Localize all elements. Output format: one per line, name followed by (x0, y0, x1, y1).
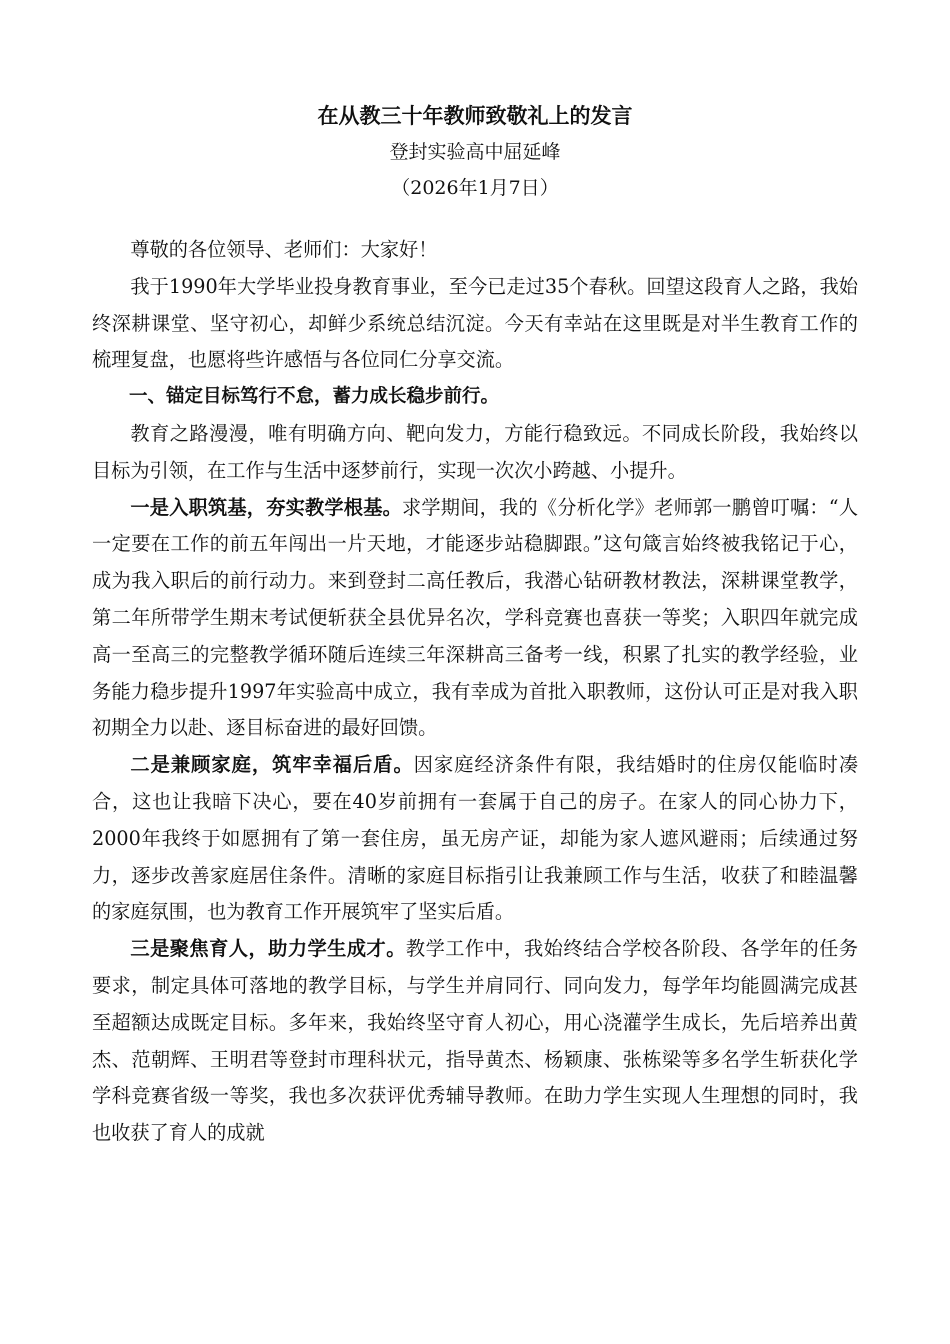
point-paragraph-3 (92, 931, 858, 1152)
document-author: 登封实验高中屈延峰 (389, 141, 561, 163)
point-paragraph-2 (92, 747, 858, 931)
document-title: 在从教三十年教师致敬礼上的发言 (317, 103, 633, 128)
point-lead-1: 一是入职筑基，夯实教学根基。 (130, 495, 402, 519)
document-date: （2026年1月7日） (391, 177, 559, 199)
point-text-2: 因家庭经济条件有限，我结婚时的住房仅能临时凑合，这也让我暗下决心，要在40岁前拥有一套属于自己的房子。在家人的同心协力下，2000年我终于如愿拥有了第一套住房，虽无房产证，却能为家人遮风避雨；后续通过努力，逐步改善家庭居住条件。清晰的家庭目标指引让我兼顾工作与生活，收获了和睦温馨的家庭氛围，也为教育工作开展筑牢了坚实后盾。 (92, 753, 859, 924)
point-text-3: 教学工作中，我始终结合学校各阶段、各学年的任务要求，制定具体可落地的教学目标，与学生并肩同行、同向发力，每学年均能圆满完成甚至超额达成既定目标。多年来，我始终坚守育人初心，用心浇灌学生成长，先后培养出黄杰、范朝辉、王明君等登封市理科状元，指导黄杰、杨颖康、张栋梁等多名学生斩获化学学科竞赛省级一等奖，我也多次获评优秀辅导教师。在助力学生实现人生理想的同时，我也收获了育人的成就 (92, 937, 859, 1145)
intro-paragraph: 我于1990年大学毕业投身教育事业，至今已走过35个春秋。回望这段育人之路，我始终深耕课堂、坚守初心，却鲜少系统总结沉淀。今天有幸站在这里既是对半生教育工作的梳理复盘，也愿将些许感悟与各位同仁分享交流。 (92, 274, 858, 372)
section-intro-paragraph: 教育之路漫漫，唯有明确方向、靶向发力，方能行稳致远。不同成长阶段，我始终以目标为引领，在工作与生活中逐梦前行，实现一次次小跨越、小提升。 (92, 421, 858, 482)
point-text-1: 求学期间，我的《分析化学》老师郭一鹏曾叮嘱：“人一定要在工作的前五年闯出一片天地，才能逐步站稳脚跟。”这句箴言始终被我铭记于心，成为我入职后的前行动力。来到登封二高任教后，我潜心钻研教材教法，深耕课堂教学，第二年所带学生期末考试便斩获全县优异名次，学科竞赛也喜获一等奖；入职四年就完成高一至高三的完整教学循环随后连续三年深耕高三备考一线，积累了扎实的教学经验，业务能力稳步提升1997年实验高中成立，我有幸成为首批入职教师，这份认可正是对我入职初期全力以赴、逐目标奋进的最好回馈。 (92, 495, 859, 740)
point-lead-2: 二是兼顾家庭，筑牢幸福后盾。 (130, 753, 414, 777)
document-body (92, 232, 858, 1152)
section-heading-1: 一、锚定目标笃行不怠，蓄力成长稳步前行。 (129, 386, 500, 408)
point-paragraph-1 (92, 490, 858, 748)
point-lead-3: 三是聚焦育人，助力学生成才。 (130, 937, 406, 961)
greeting-paragraph: 尊敬的各位领导、老师们：大家好！ (130, 238, 438, 261)
